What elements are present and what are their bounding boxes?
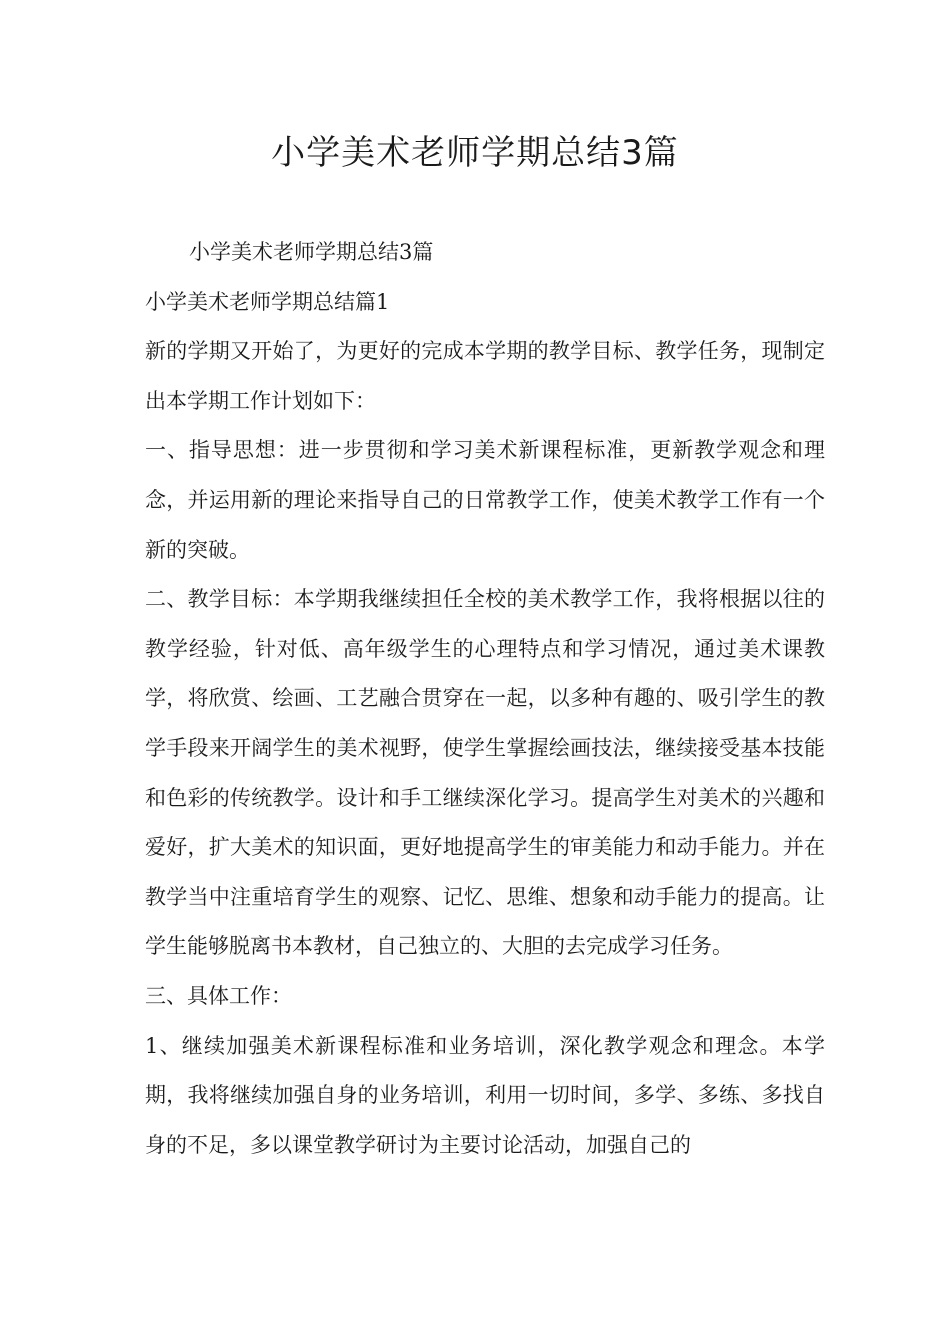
guiding-thought-paragraph: 一、指导思想：进一步贯彻和学习美术新课程标准，更新教学观念和理念，并运用新的理论来指导自己的日常教学工作，使美术教学工作有一个新的突破。: [145, 438, 825, 562]
work-item-1-paragraph: 1、继续加强美术新课程标准和业务培训，深化教学观念和理念。本学期，我将继续加强自身的业务培训，利用一切时间，多学、多练、多找自身的不足，多以课堂教学研讨为主要讨论活动，加强自己的: [145, 1033, 825, 1157]
intro-paragraph: 新的学期又开始了，为更好的完成本学期的教学目标、教学任务，现制定出本学期工作计划如下：: [145, 339, 825, 413]
document-title: 小学美术老师学期总结3篇: [271, 133, 679, 173]
specific-work-heading: 三、具体工作：: [145, 983, 292, 1008]
teaching-goal-paragraph: 二、教学目标：本学期我继续担任全校的美术教学工作，我将根据以往的教学经验，针对低、高年级学生的心理特点和学习情况，通过美术课教学，将欣赏、绘画、工艺融合贯穿在一起，以多种有趣的、吸引学生的教学手段来开阔学生的美术视野，使学生掌握绘画技法，继续接受基本技能和色彩的传统教学。设计和手工继续深化学习。提高学生对美术的兴趣和爱好，扩大美术的知识面，更好地提高学生的审美能力和动手能力。并在教学当中注重培育学生的观察、记忆、思维、想象和动手能力的提高。让学生能够脱离书本教材，自己独立的、大胆的去完成学习任务。: [145, 587, 825, 959]
section-heading: 小学美术老师学期总结篇1: [145, 289, 390, 314]
subtitle-paragraph: 小学美术老师学期总结3篇: [189, 240, 434, 264]
document-body: [145, 228, 825, 1170]
